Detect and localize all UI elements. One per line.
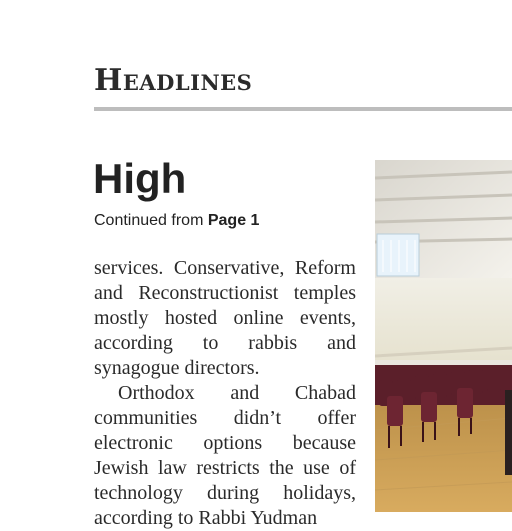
jump-prefix: Continued from — [94, 212, 204, 229]
article-body — [94, 256, 356, 531]
article-headline: High — [93, 155, 187, 202]
section-divider — [94, 107, 512, 111]
continued-from-line — [94, 212, 259, 230]
banquet-hall-photo — [375, 160, 512, 512]
article-paragraph-2: Orthodox and Chabad communities didn’t offer electronic options because Jewish law restricts the use of technology during holidays, according to Rabbi Yudman — [94, 382, 356, 529]
article-paragraph-1: services. Conservative, Reform and Reconstructionist temples mostly hosted online events, according to rabbis and synagogue directors. — [94, 257, 356, 379]
jump-page-link[interactable]: Page 1 — [207, 212, 260, 229]
section-title: Headlines — [94, 63, 253, 98]
